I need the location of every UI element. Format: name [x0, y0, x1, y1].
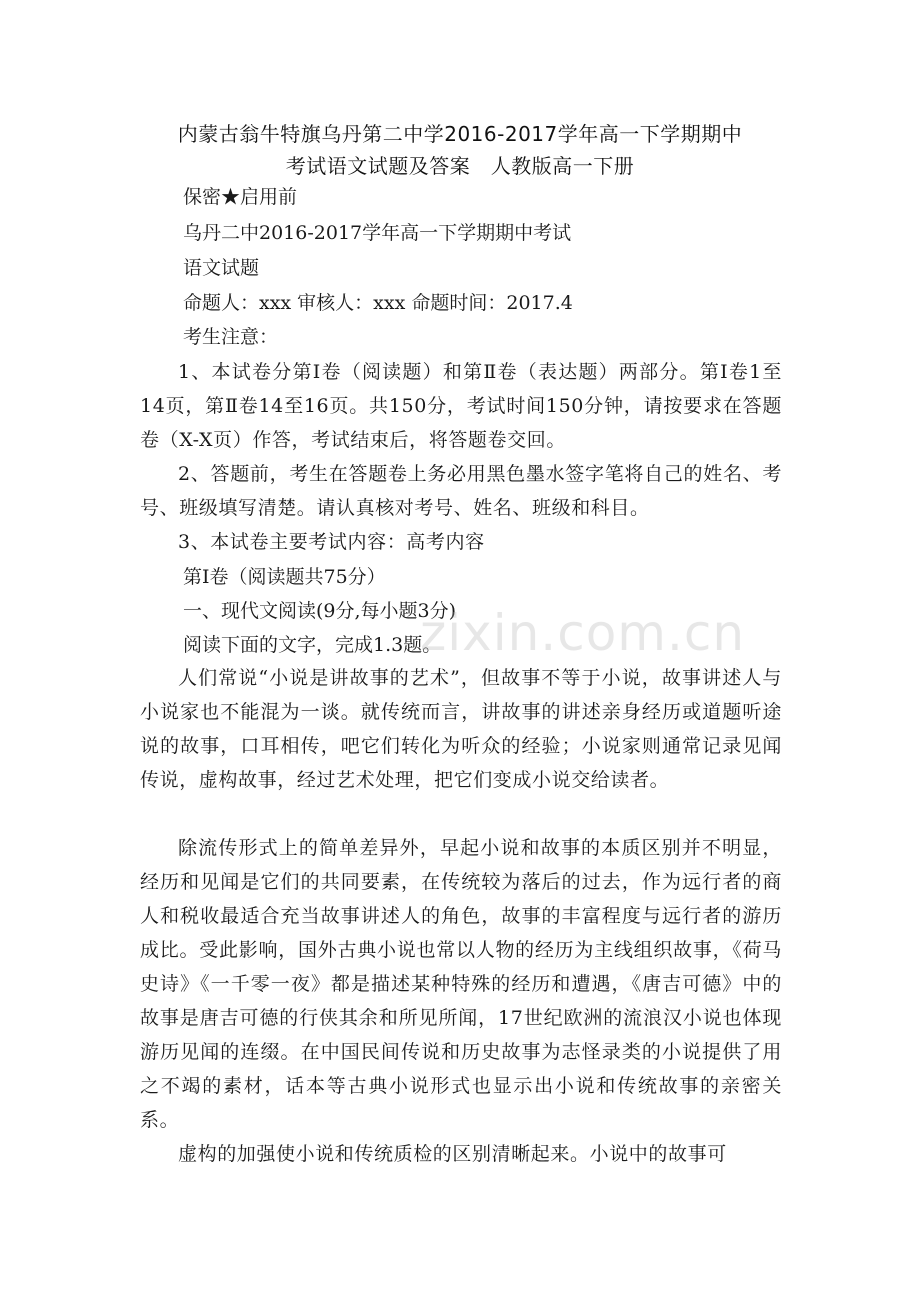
confidential-label: 保密★启用前	[183, 186, 298, 208]
document-title	[140, 118, 780, 182]
notice-heading: 考生注意：	[183, 326, 279, 348]
watermark: zixin.com.cn	[420, 604, 746, 662]
passage-paragraph: 除流传形式上的简单差异外，早起小说和故事的本质区别并不明显，经历和见闻是它们的共同要素，在传统较为落后的过去，作为远行者的商人和税收最适合充当故事讲述人的角色，故事的丰富程度与远行者的游历成比。受此影响，国外古典小说也常以人物的经历为主线组织故事，《荷马史诗》《一千零一夜》都是描述某种特殊的经历和遭遇，《唐吉可德》中的故事是唐吉可德的行侠其余和所见所闻，17世纪欧洲的流浪汉小说也体现游历见闻的连缀。在中国民间传说和历史故事为志怪录类的小说提供了用之不竭的素材，话本等古典小说形式也显示出小说和传统故事的亲密关系。	[140, 837, 782, 1131]
notice-item: 2、答题前，考生在答题卷上务必用黑色墨水签字笔将自己的姓名、考号、班级填写清楚。请认真核对考号、姓名、班级和科目。	[140, 463, 782, 519]
notice-item: 3、本试卷主要考试内容：高考内容	[178, 531, 485, 553]
title-line-1: 内蒙古翁牛特旗乌丹第二中学2016-2017学年高一下学期期中	[177, 122, 743, 146]
title-line-2: 考试语文试题及答案 人教版高一下册	[285, 154, 635, 178]
passage-paragraph: 虚构的加强使小说和传统质检的区别清晰起来。小说中的故事可	[178, 1143, 727, 1165]
exam-name: 乌丹二中2016-2017学年高一下学期期中考试	[183, 222, 572, 244]
notice-item: 1、本试卷分第Ⅰ卷（阅读题）和第Ⅱ卷（表达题）两部分。第Ⅰ卷1至14页，第Ⅱ卷14至16页。共150分，考试时间150分钟，请按要求在答题卷（X-X页）作答，考试结束后，将答题卷交回。	[140, 361, 782, 451]
subsection-title: 一、现代文阅读(9分,每小题3分)	[183, 600, 457, 622]
reading-instruction: 阅读下面的文字，完成1.3题。	[183, 634, 442, 656]
section-title: 第Ⅰ卷（阅读题共75分）	[183, 566, 386, 588]
subject-title: 语文试题	[183, 257, 260, 279]
exam-authors: 命题人：xxx 审核人：xxx 命题时间：2017.4	[183, 292, 573, 314]
passage-paragraph: 人们常说“小说是讲故事的艺术”，但故事不等于小说，故事讲述人与小说家也不能混为一谈。就传统而言，讲故事的讲述亲身经历或道题听途说的故事，口耳相传，吧它们转化为听众的经验；小说家则通常记录见闻传说，虚构故事，经过艺术处理，把它们变成小说交给读者。	[140, 667, 782, 791]
